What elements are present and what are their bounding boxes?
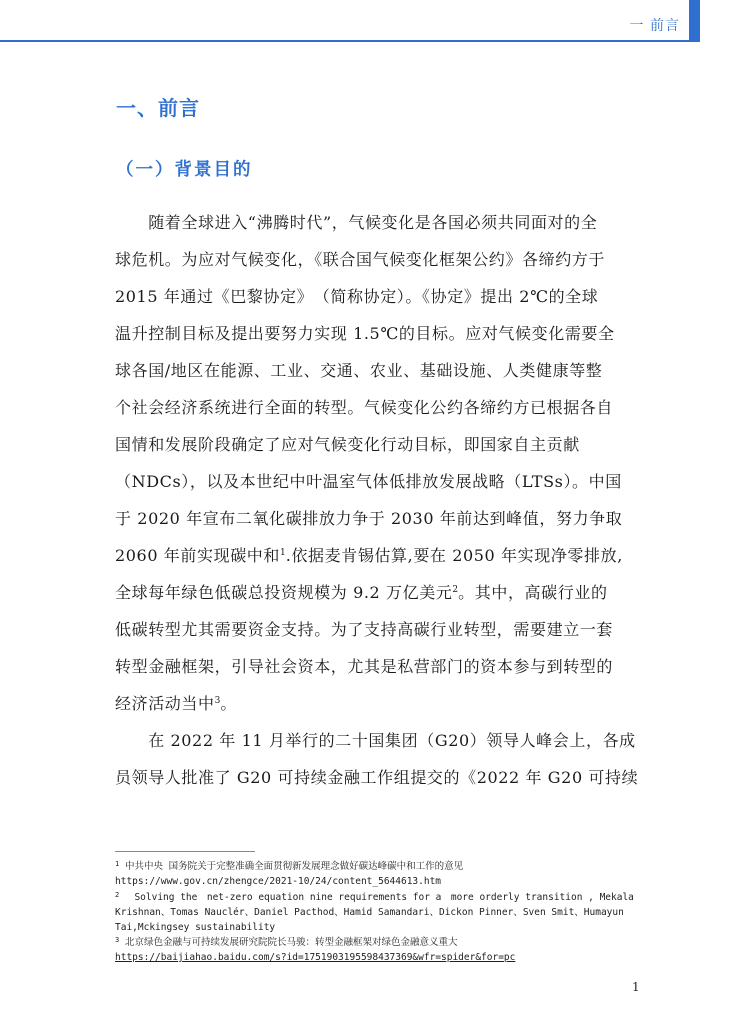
footnote: Tai,Mckingsey sustainability (115, 922, 276, 933)
page-number: 1 (632, 980, 640, 994)
header-rule (0, 40, 700, 42)
body-line: 转型金融框架，引导社会资本，尤其是私营部门的资本参与到转型的 (115, 657, 614, 676)
body-line: 个社会经济系统进行全面的转型。气候变化公约各缔约方已根据各自 (115, 398, 614, 417)
footnote-link[interactable]: https://baijiahao.baidu.com/s?id=1751903195598437369&wfr=spider&for=pc (115, 952, 516, 963)
running-head: 一 前言 (629, 18, 680, 34)
footnote-ref[interactable]: 3 (214, 696, 221, 706)
header-accent-tab (689, 0, 700, 42)
body-line: 2060 年前实现碳中和$^1$.依据麦肯锡估算,要在 2050 年实现净零排放, (115, 546, 623, 565)
footnote: $^2$ Solving the net-zero equation nine requirements for a more orderly transition , Mekala (115, 891, 634, 903)
body-line: 2015 年通过《巴黎协定》 （简称协定）。《协定》提出 2℃的全球 (115, 287, 599, 306)
section-title: （一）背景目的 (116, 160, 253, 180)
body-line: 温升控制目标及提出要努力实现 1.5℃的目标。应对气候变化需要全 (115, 324, 615, 343)
footnote-link-row (115, 952, 515, 964)
body-line: 球各国/地区在能源、工业、交通、农业、基础设施、人类健康等整 (115, 361, 603, 380)
chapter-title: 一、前言 (116, 96, 200, 120)
body-line: 全球每年绿色低碳总投资规模为 9.2 万亿美元$^2$。其中，高碳行业的 (115, 583, 608, 602)
footnote-ref[interactable]: 1 (280, 548, 286, 558)
footnote-url: https://www.gov.cn/zhengce/2021-10/24/content_5644613.htm (115, 876, 442, 887)
body-line: （NDCs），以及本世纪中叶温室气体低排放发展战略（LTSs）。中国 (115, 472, 622, 491)
page-header (0, 0, 755, 46)
body-line: 于 2020 年宣布二氧化碳排放力争于 2030 年前达到峰值，努力争取 (115, 509, 623, 528)
footnote: Krishnan、Tomas Nauclér、Daniel Pacthod、Hamid Samandari、Dickon Pinner、Sven Smit、Humayun (115, 907, 624, 918)
footnote-separator (115, 851, 255, 852)
body-line: 国情和发展阶段确定了应对气候变化行动目标，即国家自主贡献 (115, 435, 580, 454)
body-line: 随着全球进入“沸腾时代”，气候变化是各国必须共同面对的全 (115, 213, 598, 232)
body-line: 球危机。为应对气候变化，《联合国气候变化框架公约》各缔约方于 (115, 250, 606, 269)
body-line: 在 2022 年 11 月举行的二十国集团（G20）领导人峰会上，各成 (115, 731, 636, 750)
footnote: $^3$ 北京绿色金融与可持续发展研究院院长马骏：转型金融框架对绿色金融意义重大 (115, 936, 458, 948)
body-line: 员领导人批准了 G20 可持续金融工作组提交的《2022 年 G20 可持续 (115, 768, 639, 787)
body-line: 经济活动当中$^3$。 (115, 694, 237, 713)
footnote: $^1$ 中共中央 国务院关于完整准确全面贯彻新发展理念做好碳达峰碳中和工作的意见 (115, 860, 464, 872)
body-line: 低碳转型尤其需要资金支持。为了支持高碳行业转型，需要建立一套 (115, 620, 614, 639)
footnote-ref[interactable]: 2 (452, 585, 459, 595)
